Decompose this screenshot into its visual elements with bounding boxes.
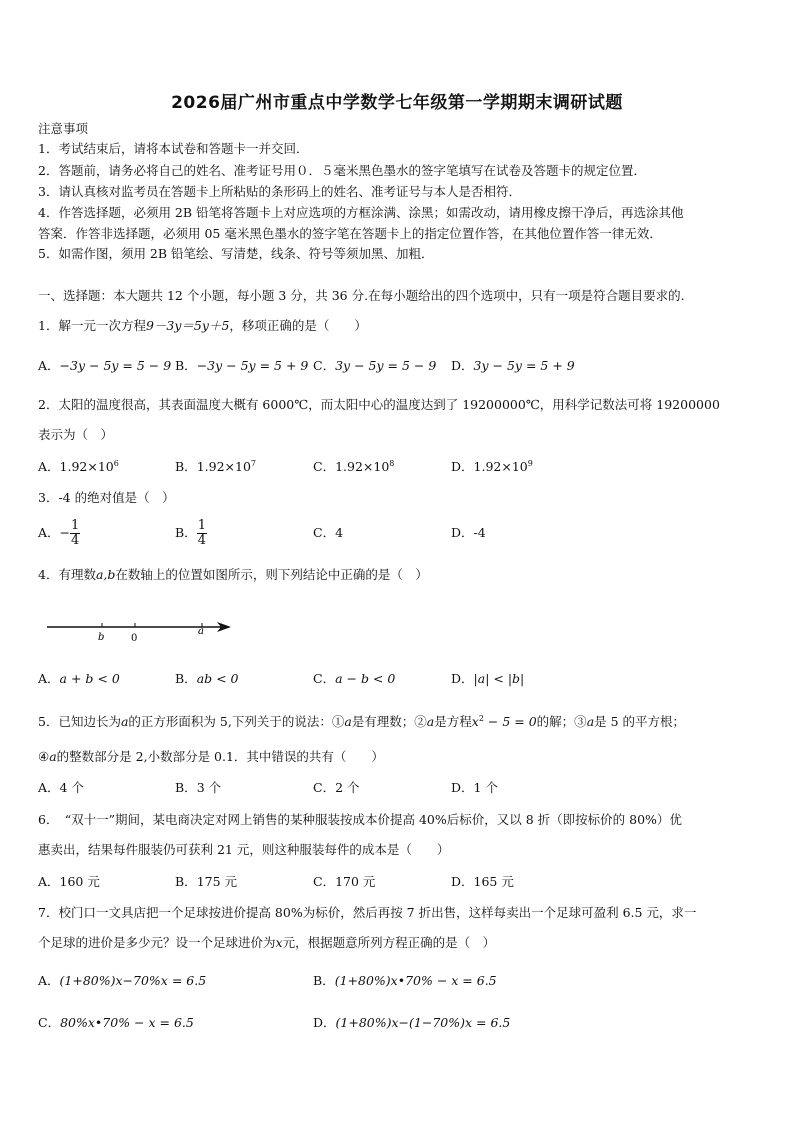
option-label: C． xyxy=(38,1015,61,1030)
option-label: C． xyxy=(313,874,336,889)
option-label: B． xyxy=(175,874,197,889)
option-text: (1+80%)x−70%x = 6.5 xyxy=(59,973,207,988)
option-c[interactable] xyxy=(313,779,360,797)
question-text: 元，根据题意所列方程正确的是（ ） xyxy=(282,935,496,950)
question-text: ，移项正确的是（ ） xyxy=(229,318,367,333)
option-c[interactable] xyxy=(313,458,394,476)
option-label: D． xyxy=(451,780,474,795)
option-text: 1.92×10 xyxy=(335,459,390,474)
option-d[interactable] xyxy=(451,458,533,476)
question-text: 的解；③ xyxy=(536,714,587,729)
option-label: B． xyxy=(175,525,197,540)
notice-item: 3．请认真核对监考员在答题卡上所粘贴的条形码上的姓名、准考证号与本人是否相符． xyxy=(38,184,521,199)
question-text: 是有理数；② xyxy=(351,714,427,729)
option-text: 175 元 xyxy=(196,874,238,889)
number-line xyxy=(45,612,245,648)
question-text: 的整数部分是 2,小数部分是 0.1．其中错误的共有（ ） xyxy=(56,749,384,764)
exponent: 8 xyxy=(389,459,395,468)
question-3-stem: 3．-4 的绝对值是（ ） xyxy=(38,490,175,505)
option-label: D． xyxy=(451,874,474,889)
option-label: D． xyxy=(451,459,474,474)
option-text: a − b < 0 xyxy=(335,671,396,686)
label-b: b xyxy=(98,632,105,643)
question-4-stem xyxy=(38,566,428,584)
notice-heading: 注意事项 xyxy=(38,121,89,136)
question-text: 1．解一元一次方程 xyxy=(38,318,146,333)
option-b[interactable] xyxy=(175,357,308,375)
option-text: 1.92×10 xyxy=(196,459,251,474)
option-d[interactable] xyxy=(451,357,575,375)
numerator: 1 xyxy=(197,518,206,533)
option-a[interactable] xyxy=(38,357,171,375)
question-text: 的正方形面积为 5,下列关于的说法：① xyxy=(128,714,345,729)
option-text: 80%x•70% − x = 6.5 xyxy=(60,1015,194,1030)
option-b[interactable] xyxy=(175,670,239,688)
option-text: 3y − 5y = 5 + 9 xyxy=(473,358,575,373)
option-label: B． xyxy=(175,671,197,686)
option-text: −3y − 5y = 5 + 9 xyxy=(196,358,309,373)
label-zero: 0 xyxy=(131,633,138,644)
question-6-line2: 惠卖出，结果每件服装仍可获利 21 元，则这种服装每件的成本是（ ） xyxy=(38,842,450,857)
option-c[interactable] xyxy=(38,1014,194,1032)
option-text: 160 元 xyxy=(59,874,100,889)
exponent: 2 xyxy=(478,714,484,723)
question-text: 在数轴上的位置如图所示，则下列结论中正确的是（ ） xyxy=(115,567,428,582)
option-d[interactable] xyxy=(451,524,486,542)
question-7-line2 xyxy=(38,934,495,952)
variable: a xyxy=(120,714,129,729)
option-d[interactable] xyxy=(451,670,524,688)
variable: a xyxy=(49,749,57,764)
option-label: D． xyxy=(451,525,474,540)
fraction xyxy=(70,519,80,548)
option-a[interactable] xyxy=(38,972,206,990)
option-label: B． xyxy=(313,973,335,988)
question-text: 个足球的进价是多少元？设一个足球进价为 xyxy=(38,935,276,950)
option-a[interactable] xyxy=(38,873,100,891)
option-text: |a| < |b| xyxy=(473,671,525,686)
option-a[interactable] xyxy=(38,779,84,797)
option-text: ab < 0 xyxy=(196,671,239,686)
numerator: 1 xyxy=(71,518,80,533)
option-text: a + b < 0 xyxy=(59,671,120,686)
option-a[interactable] xyxy=(38,516,80,550)
option-label: B． xyxy=(175,780,197,795)
option-label: B． xyxy=(175,459,197,474)
question-text: 5．已知边长为 xyxy=(38,714,121,729)
denominator: 4 xyxy=(197,533,206,548)
option-b[interactable] xyxy=(313,972,497,990)
option-a[interactable] xyxy=(38,670,120,688)
notice-item: 4．作答选择题，必须用 2B 铅笔将答题卡上对应选项的方框涂满、涂黑；如需改动，请用橡皮擦干净后，再选涂其他 xyxy=(38,205,684,220)
option-text: −3y − 5y = 5 − 9 xyxy=(59,358,172,373)
notice-item: 5．如需作图，须用 2B 铅笔绘、写清楚，线条、符号等须加黑、加粗． xyxy=(38,246,434,261)
variable: a xyxy=(344,714,352,729)
option-b[interactable] xyxy=(175,873,237,891)
option-label: C． xyxy=(313,780,336,795)
option-label: A． xyxy=(38,459,60,474)
variable: x xyxy=(471,714,479,729)
option-c[interactable] xyxy=(313,670,395,688)
equation: − 5 = 0 xyxy=(483,714,537,729)
denominator: 4 xyxy=(71,533,80,548)
option-label: A． xyxy=(38,780,60,795)
question-text: 是方程 xyxy=(434,714,472,729)
question-text: ④ xyxy=(38,749,50,764)
option-text: 1 个 xyxy=(473,780,498,795)
option-d[interactable] xyxy=(313,1014,510,1032)
question-6-line1: 6． “双十一”期间，某电商决定对网上销售的某种服装按成本价提高 40%后标价，又以 8 折（即按标价的 80%）优 xyxy=(38,812,682,827)
option-label: C． xyxy=(313,358,336,373)
question-7-line1: 7．校门口一文具店把一个足球按进价提高 80%为标价，然后再按 7 折出售，这样每卖出一个足球可盈利 6.5 元，求一 xyxy=(38,905,697,920)
option-text: 3 个 xyxy=(196,780,222,795)
option-b[interactable] xyxy=(175,779,221,797)
option-label: A． xyxy=(38,525,60,540)
option-label: A． xyxy=(38,358,60,373)
option-text: 2 个 xyxy=(335,780,360,795)
notice-item: 答案．作答非选择题，必须用 05 毫米黑色墨水的签字笔在答题卡上的指定位置作答，在其他位置作答一律无效． xyxy=(38,226,662,241)
option-label: C． xyxy=(313,671,336,686)
variable: a xyxy=(426,714,435,729)
option-label: D． xyxy=(451,358,474,373)
option-c[interactable] xyxy=(313,524,343,542)
option-text: (1+80%)x•70% − x = 6.5 xyxy=(334,973,497,988)
option-label: A． xyxy=(38,874,60,889)
option-label: C． xyxy=(313,459,336,474)
option-text: 1.92×10 xyxy=(473,459,528,474)
question-5-line2 xyxy=(38,748,384,766)
option-text: 1.92×10 xyxy=(59,459,114,474)
option-label: B． xyxy=(175,358,197,373)
option-text: 4 个 xyxy=(59,780,84,795)
variable: x xyxy=(275,935,283,950)
option-label: A． xyxy=(38,671,60,686)
option-b[interactable] xyxy=(175,458,256,476)
option-label: A． xyxy=(38,973,60,988)
option-text: 170 元 xyxy=(335,874,376,889)
option-label: D． xyxy=(313,1015,336,1030)
notice-item: 1．考试结束后，请将本试卷和答题卡一并交回． xyxy=(38,141,309,156)
variables: a,b xyxy=(95,567,116,582)
label-a: a xyxy=(198,626,204,637)
equation: 9－3y＝5y＋5 xyxy=(145,318,230,333)
exponent: 7 xyxy=(250,459,256,468)
option-c[interactable] xyxy=(313,873,375,891)
option-text: 4 xyxy=(335,525,344,540)
exponent: 6 xyxy=(113,459,119,468)
option-label: D． xyxy=(451,671,474,686)
option-b[interactable] xyxy=(175,516,207,550)
notice-item: 2．答题前，请务必将自己的姓名、准考证号用０．５毫米黑色墨水的签字笔填写在试卷及答题卡的规定位置． xyxy=(38,163,646,178)
question-1-stem xyxy=(38,317,367,335)
page-title: 2026届广州市重点中学数学七年级第一学期期末调研试题 xyxy=(171,93,623,113)
variable: a xyxy=(586,714,595,729)
fraction xyxy=(197,519,207,548)
section-heading: 一、选择题：本大题共 12 个小题，每小题 3 分，共 36 分.在每小题给出的四个选项中，只有一项是符合题目要求的. xyxy=(38,288,685,303)
sign: − xyxy=(59,525,71,540)
question-2-line2: 表示为（ ） xyxy=(38,427,114,442)
option-d[interactable] xyxy=(451,873,514,891)
option-text: -4 xyxy=(473,525,486,540)
option-a[interactable] xyxy=(38,458,119,476)
option-label: C． xyxy=(313,525,336,540)
option-c[interactable] xyxy=(313,357,436,375)
question-text: 是 5 的平方根； xyxy=(594,714,686,729)
question-5-line1 xyxy=(38,713,685,731)
option-d[interactable] xyxy=(451,779,498,797)
question-2-line1: 2．太阳的温度很高，其表面温度大概有 6000℃，而太阳中心的温度达到了 19200000℃，用科学记数法可将 19200000 xyxy=(38,397,720,412)
option-text: (1+80%)x−(1−70%)x = 6.5 xyxy=(335,1015,511,1030)
option-text: 165 元 xyxy=(473,874,514,889)
question-text: 4．有理数 xyxy=(38,567,96,582)
option-text: 3y − 5y = 5 − 9 xyxy=(335,358,437,373)
exponent: 9 xyxy=(527,459,533,468)
